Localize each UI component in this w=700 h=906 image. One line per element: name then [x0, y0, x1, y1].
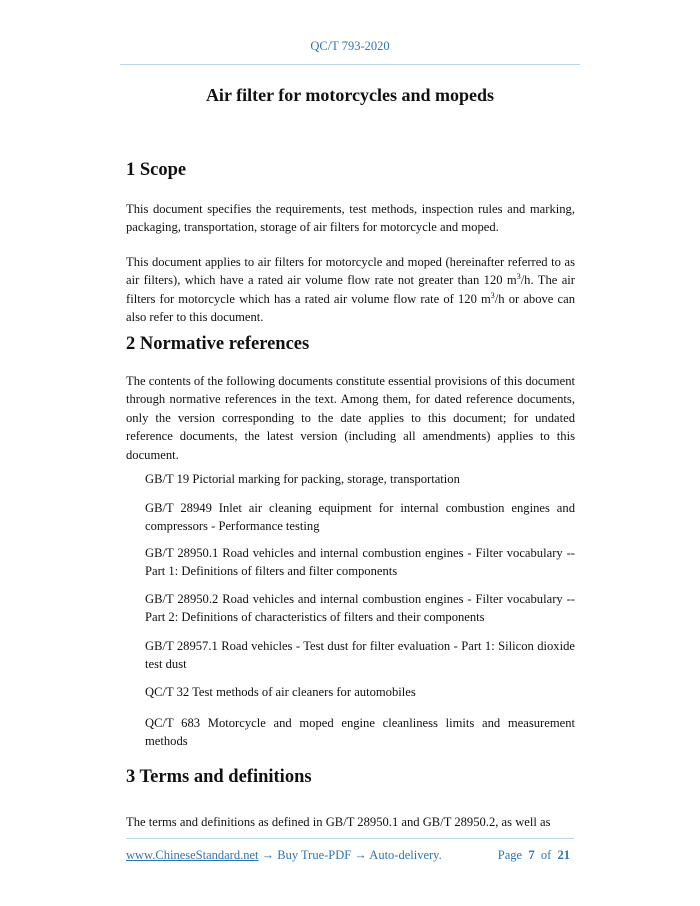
reference-item: GB/T 28957.1 Road vehicles - Test dust for filter evaluation - Part 1: Silicon dioxide test dust — [145, 639, 575, 672]
superscript: 3 — [516, 272, 521, 282]
paragraph — [126, 253, 575, 327]
website-link[interactable]: www.ChineseStandard.net — [126, 848, 259, 862]
header-doc-code: QC/T 793-2020 — [310, 39, 390, 53]
text: /h or above can also refer to this document. — [126, 291, 575, 325]
total-pages: 21 — [557, 848, 570, 862]
reference-item: QC/T 683 Motorcycle and moped engine cleanliness limits and measurement methods — [145, 716, 575, 749]
reference-item: GB/T 28950.1 Road vehicles and internal combustion engines - Filter vocabulary -- Part 1: Definitions of filters and filter components — [145, 546, 575, 579]
section-heading-terms-definitions: 3 Terms and definitions — [126, 767, 312, 787]
page-indicator — [498, 848, 570, 863]
reference-item: GB/T 19 Pictorial marking for packing, storage, transportation — [145, 472, 460, 486]
section-heading-scope: 1 Scope — [126, 160, 187, 180]
document-title: Air filter for motorcycles and mopeds — [205, 85, 495, 105]
footer-divider — [126, 838, 574, 839]
of-label: of — [540, 848, 552, 862]
footer — [126, 848, 574, 863]
reference-item: GB/T 28950.2 Road vehicles and internal combustion engines - Filter vocabulary -- Part 2: Definitions of characteristics of filters and their components — [145, 592, 575, 625]
reference-item: QC/T 32 Test methods of air cleaners for automobiles — [145, 685, 416, 699]
reference-item: GB/T 28949 Inlet air cleaning equipment for internal combustion engines and compressors - Performance testing — [145, 501, 575, 534]
section-heading-normative-references: 2 Normative references — [126, 334, 310, 354]
header-divider — [120, 64, 580, 65]
current-page: 7 — [528, 848, 535, 862]
paragraph: The terms and definitions as defined in GB/T 28950.1 and GB/T 28950.2, as well as — [126, 815, 551, 829]
page-label: Page — [497, 848, 523, 862]
paragraph: This document specifies the requirements, test methods, inspection rules and marking, packaging, transportation, storage of air filters for motorcycle and moped. — [126, 202, 575, 235]
text: This document applies to air filters for motorcycle and moped (hereinafter referred to as air filters), which have a rated air volume flow rate not greater than 120 m — [126, 255, 575, 288]
footer-promo — [126, 848, 442, 863]
paragraph: The contents of the following documents constitute essential provisions of this document through normative references in the text. Among them, for dated reference documents, only the version corresponding to the date applies to this document; for undated reference documents, the latest version (including all amendments) applies to this document. — [126, 374, 575, 462]
text: /h. The air filters for motorcycle which has a rated air volume flow rate of 120 m — [126, 273, 575, 306]
footer-promo-text: → Buy True-PDF → Auto-delivery. — [258, 848, 442, 862]
superscript: 3 — [490, 290, 495, 300]
